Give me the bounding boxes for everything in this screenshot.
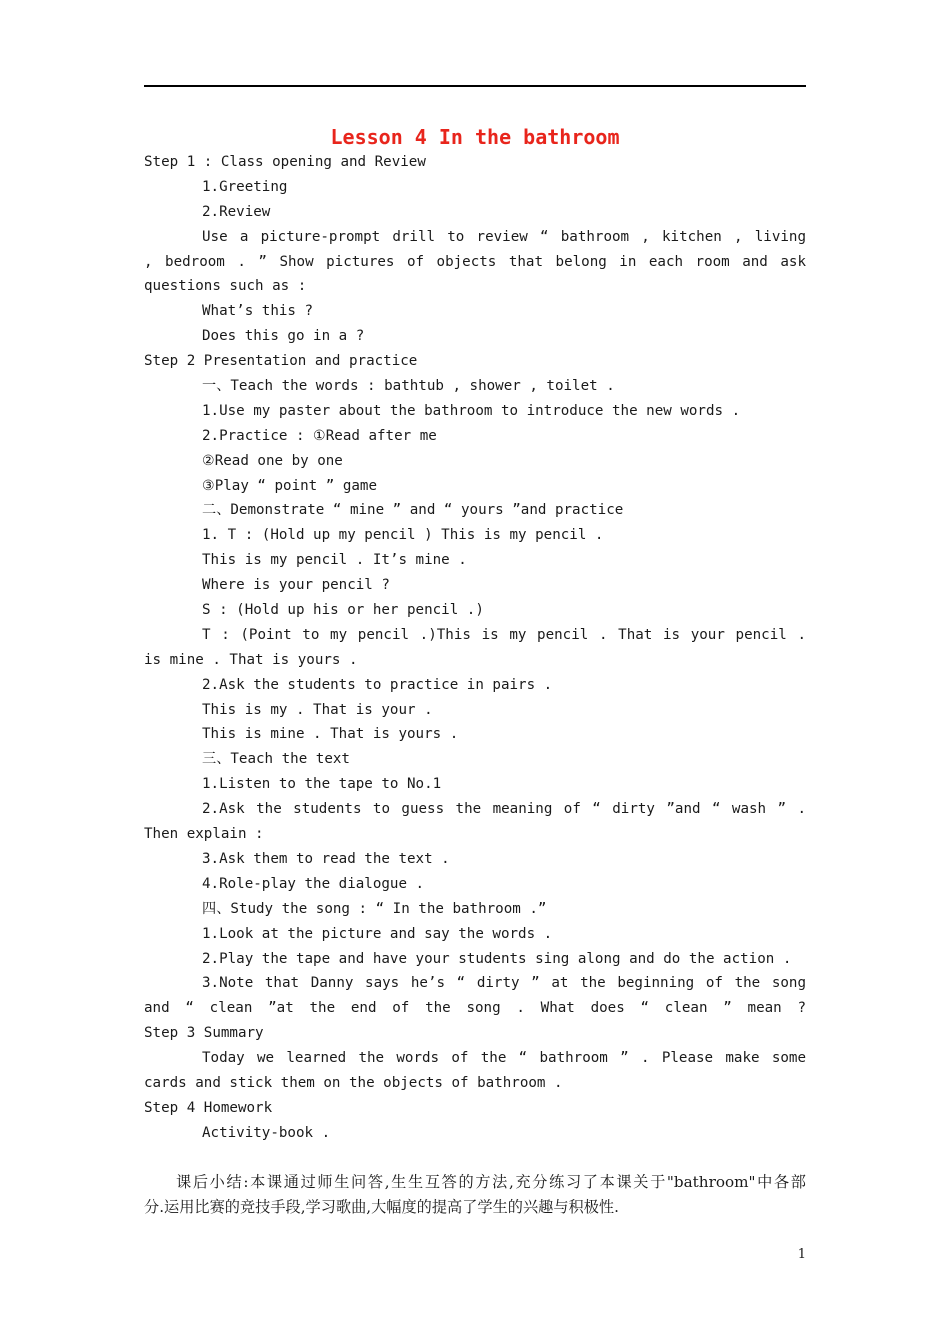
step-2-heading: Step 2 Presentation and practice (144, 353, 418, 370)
body-line: S : (Hold up his or her pencil .) (202, 602, 484, 619)
body-line: 2.Practice : ①Read after me (202, 427, 437, 444)
body-line: 一、Teach the words : bathtub , shower , toilet . (202, 378, 615, 395)
body-line: Where is your pencil ? (202, 577, 390, 594)
body-line: , bedroom . ” Show pictures of objects that belong in each room and ask (144, 253, 806, 270)
body-line: 2.Review (202, 203, 271, 220)
body-line: 2.Play the tape and have your students sing along and do the action . (202, 950, 792, 967)
body-line: 4.Role-play the dialogue . (202, 875, 425, 892)
summary-line: 课后小结:本课通过师生问答,生生互答的方法,充分练习了本课关于"bathroom"中各部 (176, 1173, 806, 1191)
body-line: This is my pencil . It’s mine . (202, 552, 467, 569)
body-line: 1.Look at the picture and say the words . (202, 925, 553, 942)
body-line: Activity-book . (202, 1124, 331, 1141)
step-1-heading: Step 1 : Class opening and Review (144, 154, 426, 170)
body-line: 2.Ask the students to practice in pairs . (202, 676, 553, 693)
body-line: 二、Demonstrate “ mine ” and “ yours ”and practice (202, 502, 624, 519)
body-line: 三、Teach the text (202, 751, 350, 768)
body-line: and “ clean ”at the end of the song . What does “ clean ” mean ? (144, 1000, 806, 1017)
body-line: Use a picture-prompt drill to review “ bathroom , kitchen , living (202, 228, 806, 245)
body-line: Does this go in a ? (202, 328, 365, 345)
body-line: 1.Greeting (202, 178, 288, 195)
lesson-summary (144, 1170, 806, 1220)
page-number: 1 (797, 1247, 806, 1262)
step-3-heading: Step 3 Summary (144, 1025, 264, 1042)
body-line: Then explain : (144, 826, 264, 843)
body-line: 1. T : (Hold up my pencil ) This is my pencil . (202, 527, 604, 544)
header-rule (144, 85, 806, 87)
body-line: is mine . That is yours . (144, 651, 358, 668)
body-line: What’s this ? (202, 303, 314, 320)
body-line: This is mine . That is yours . (202, 726, 459, 743)
lesson-title: Lesson 4 In the bathroom (330, 125, 620, 149)
body-line: 2.Ask the students to guess the meaning of “ dirty ”and “ wash ” . (202, 801, 806, 818)
body-line: cards and stick them on the objects of bathroom . (144, 1074, 563, 1091)
summary-line: 分.运用比赛的竞技手段,学习歌曲,大幅度的提高了学生的兴趣与积极性. (144, 1198, 619, 1216)
body-line: 1.Listen to the tape to No.1 (202, 776, 442, 793)
body-line: Today we learned the words of the “ bathroom ” . Please make some (202, 1050, 806, 1067)
body-line: 3.Ask them to read the text . (202, 850, 450, 867)
body-line: questions such as : (144, 278, 307, 295)
lesson-body (144, 150, 806, 1146)
body-line: 四、Study the song : “ In the bathroom .” (202, 900, 547, 917)
body-line: 3.Note that Danny says he’s “ dirty ” at the beginning of the song (202, 975, 806, 992)
body-line: 1.Use my paster about the bathroom to introduce the new words . (202, 402, 741, 419)
body-line: ②Read one by one (202, 452, 343, 469)
body-line: T : (Point to my pencil .)This is my pencil . That is your pencil . (202, 626, 806, 643)
body-line: This is my . That is your . (202, 701, 433, 718)
step-4-heading: Step 4 Homework (144, 1099, 273, 1116)
body-line: ③Play “ point ” game (202, 477, 378, 494)
